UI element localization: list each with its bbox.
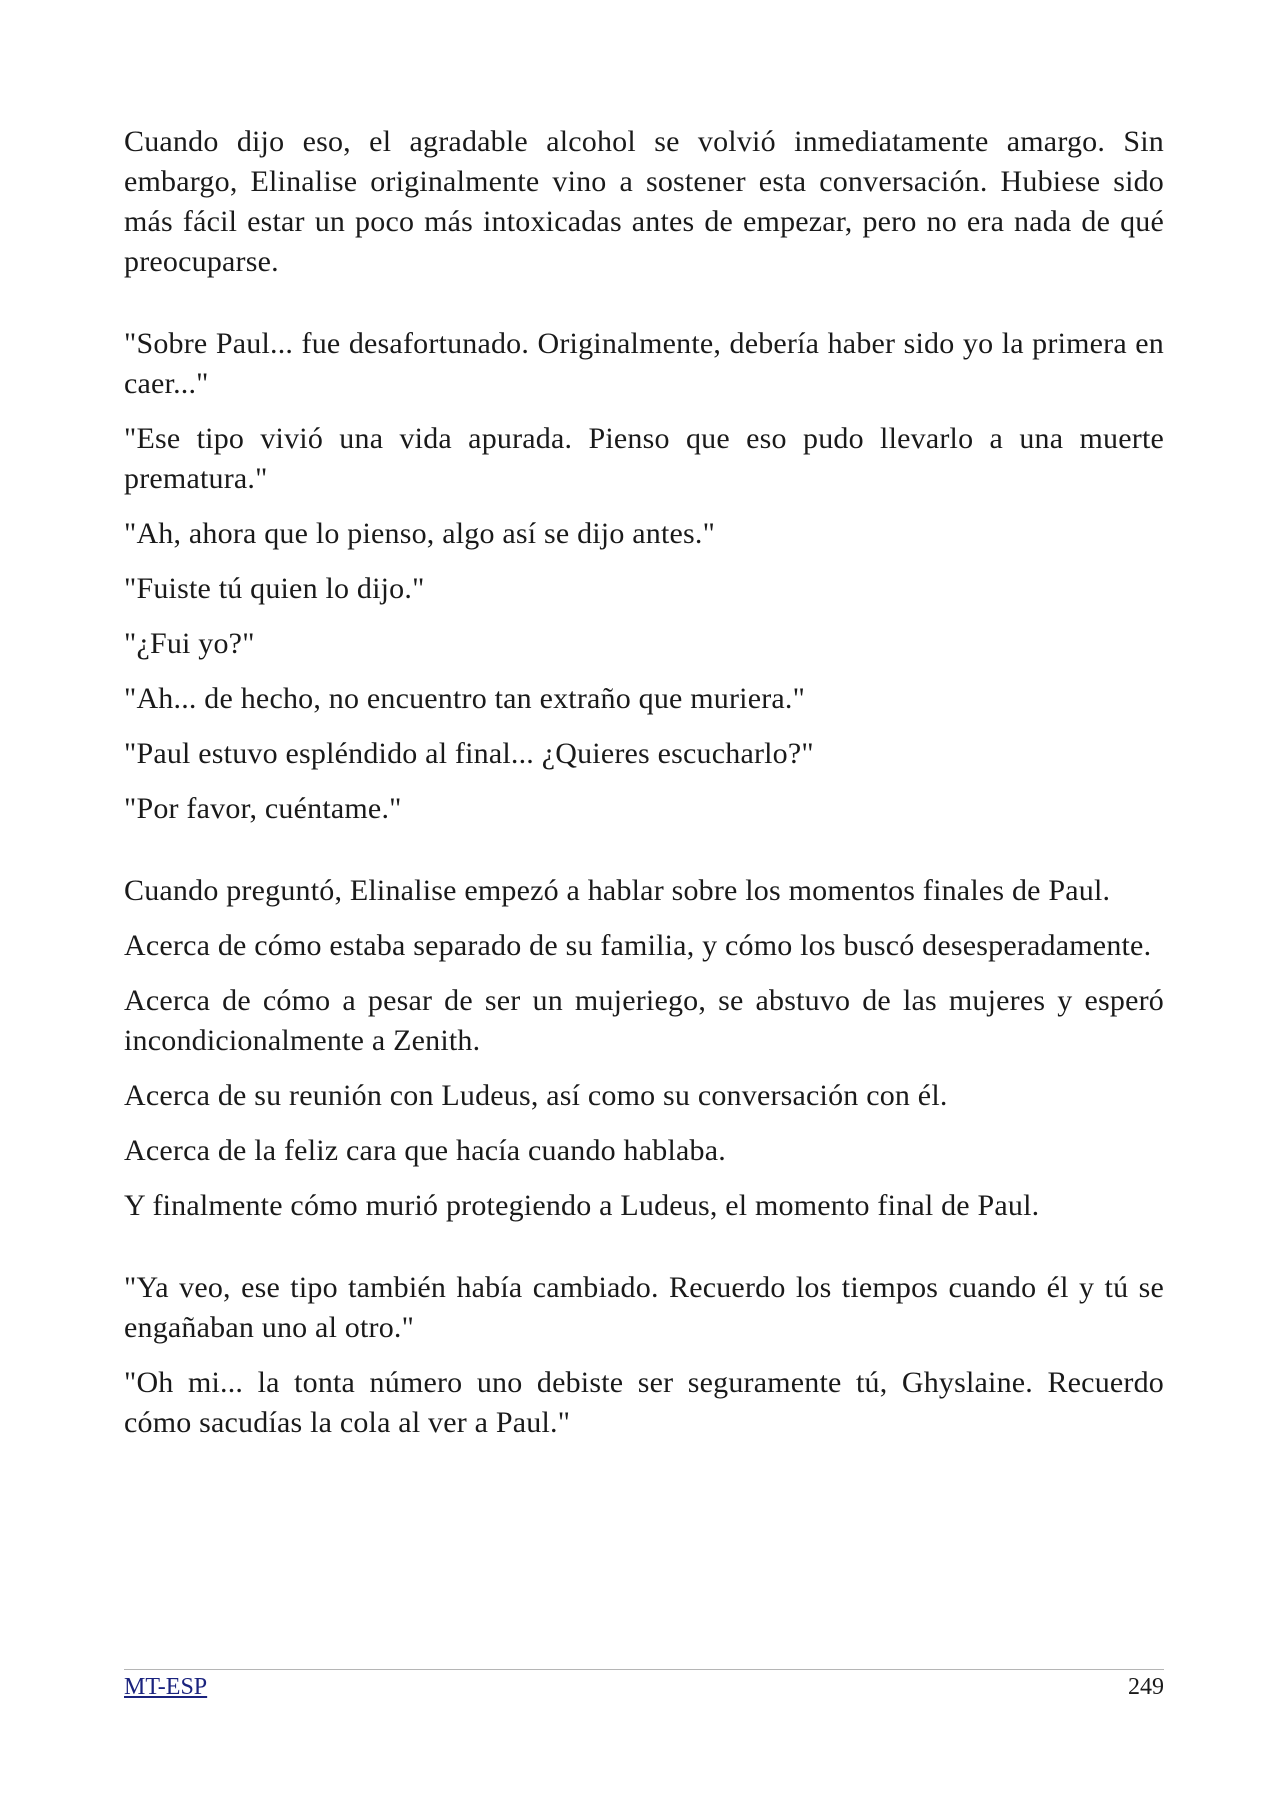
paragraph: "Por favor, cuéntame." [124, 792, 402, 825]
paragraph: "Ah, ahora que lo pienso, algo así se dijo antes." [124, 517, 716, 550]
paragraph: "¿Fui yo?" [124, 627, 255, 660]
page-number: 249 [1128, 1674, 1164, 1700]
paragraph: "Paul estuvo espléndido al final... ¿Quieres escucharlo?" [124, 737, 814, 770]
paragraph: Cuando preguntó, Elinalise empezó a hablar sobre los momentos finales de Paul. [124, 874, 1111, 907]
paragraph: Acerca de la feliz cara que hacía cuando hablaba. [124, 1134, 726, 1167]
page-body [124, 122, 1164, 1443]
paragraph: Acerca de cómo estaba separado de su familia, y cómo los buscó desesperadamente. [124, 929, 1152, 962]
paragraph: Cuando dijo eso, el agradable alcohol se volvió inmediatamente amargo. Sin embargo, Elinalise originalmente vino a sostener esta conversación. Hubiese sido más fácil estar un poco más intoxicadas antes de empezar, pero no era nada de qué preocuparse. [124, 125, 1164, 278]
paragraph: "Fuiste tú quien lo dijo." [124, 572, 425, 605]
paragraph: Acerca de cómo a pesar de ser un mujeriego, se abstuvo de las mujeres y esperó incondicionalmente a Zenith. [124, 984, 1164, 1057]
paragraph: "Ese tipo vivió una vida apurada. Pienso que eso pudo llevarlo a una muerte prematura." [124, 422, 1164, 495]
paragraph: "Ya veo, ese tipo también había cambiado. Recuerdo los tiempos cuando él y tú se engañaban uno al otro." [124, 1271, 1164, 1344]
source-link[interactable]: MT-ESP [124, 1674, 208, 1700]
page-footer [124, 1669, 1164, 1702]
paragraph: Acerca de su reunión con Ludeus, así como su conversación con él. [124, 1079, 948, 1112]
paragraph: "Oh mi... la tonta número uno debiste ser seguramente tú, Ghyslaine. Recuerdo cómo sacudías la cola al ver a Paul." [124, 1366, 1164, 1439]
paragraph: Y finalmente cómo murió protegiendo a Ludeus, el momento final de Paul. [124, 1189, 1040, 1222]
paragraph: "Ah... de hecho, no encuentro tan extraño que muriera." [124, 682, 806, 715]
paragraph: "Sobre Paul... fue desafortunado. Originalmente, debería haber sido yo la primera en caer..." [124, 327, 1164, 400]
